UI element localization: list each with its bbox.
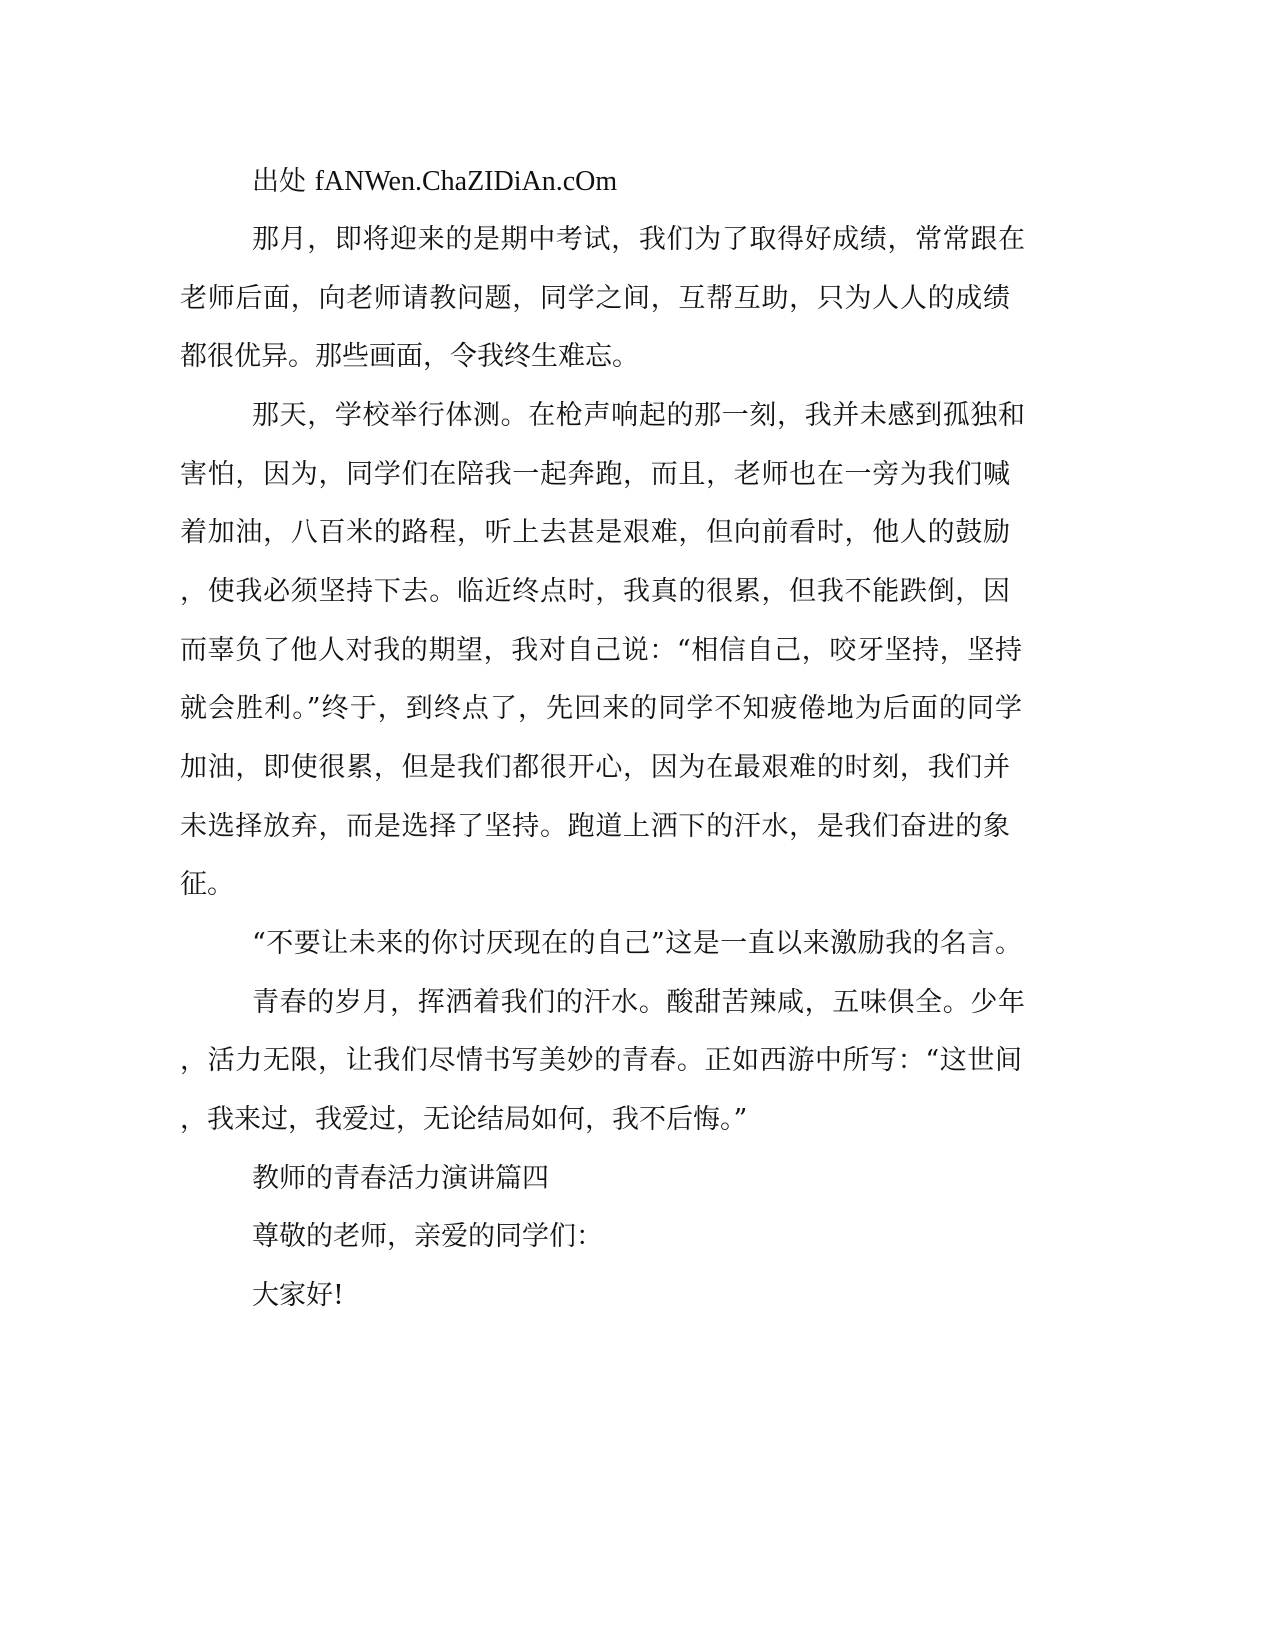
paragraph-2-line-4: ，使我必须坚持下去。临近终点时，我真的很累，但我不能跌倒，因 xyxy=(180,576,1010,607)
paragraph-2-line-8: 未选择放弃，而是选择了坚持。跑道上洒下的汗水，是我们奋进的象 xyxy=(180,811,1010,842)
salutation: 尊敬的老师，亲爱的同学们： xyxy=(252,1221,603,1252)
paragraph-1-line-3: 都很优异。那些画面，令我终生难忘。 xyxy=(180,341,639,372)
paragraph-2-line-3: 着加油，八百米的路程，听上去甚是艰难，但向前看时，他人的鼓励 xyxy=(180,517,1010,548)
paragraph-4-line-2: ，活力无限，让我们尽情书写美妙的青春。正如西游中所写：“这世间 xyxy=(180,1045,1022,1076)
paragraph-4-line-1: 青春的岁月，挥洒着我们的汗水。酸甜苦辣咸，五味俱全。少年 xyxy=(252,987,1025,1018)
greeting: 大家好! xyxy=(252,1280,344,1311)
paragraph-3: “不要让未来的你讨厌现在的自己”这是一直以来激励我的名言。 xyxy=(252,928,1022,959)
paragraph-2-line-1: 那天，学校举行体测。在枪声响起的那一刻，我并未感到孤独和 xyxy=(252,400,1025,431)
paragraph-1-line-1: 那月，即将迎来的是期中考试，我们为了取得好成绩，常常跟在 xyxy=(252,224,1025,255)
paragraph-2-line-7: 加油，即使很累，但是我们都很开心，因为在最艰难的时刻，我们并 xyxy=(180,752,1010,783)
paragraph-2-line-6: 就会胜利。”终于，到终点了，先回来的同学不知疲倦地为后面的同学 xyxy=(180,693,1022,724)
paragraph-4-line-3: ，我来过，我爱过，无论结局如何，我不后悔。” xyxy=(180,1104,748,1135)
paragraph-2-line-5: 而辜负了他人对我的期望，我对自己说：“相信自己，咬牙坚持，坚持 xyxy=(180,635,1022,666)
source-site: fANWen.ChaZIDiAn.cOm xyxy=(314,166,618,197)
section-heading: 教师的青春活力演讲篇四 xyxy=(252,1163,549,1194)
paragraph-1-line-2: 老师后面，向老师请教问题，同学之间，互帮互助，只为人人的成绩 xyxy=(180,283,1010,314)
paragraph-2-line-2: 害怕，因为，同学们在陪我一起奔跑，而且，老师也在一旁为我们喊 xyxy=(180,459,1010,490)
source-prefix: 出处 xyxy=(252,166,306,197)
paragraph-2-line-9: 征。 xyxy=(180,869,234,900)
source-line xyxy=(252,166,617,198)
